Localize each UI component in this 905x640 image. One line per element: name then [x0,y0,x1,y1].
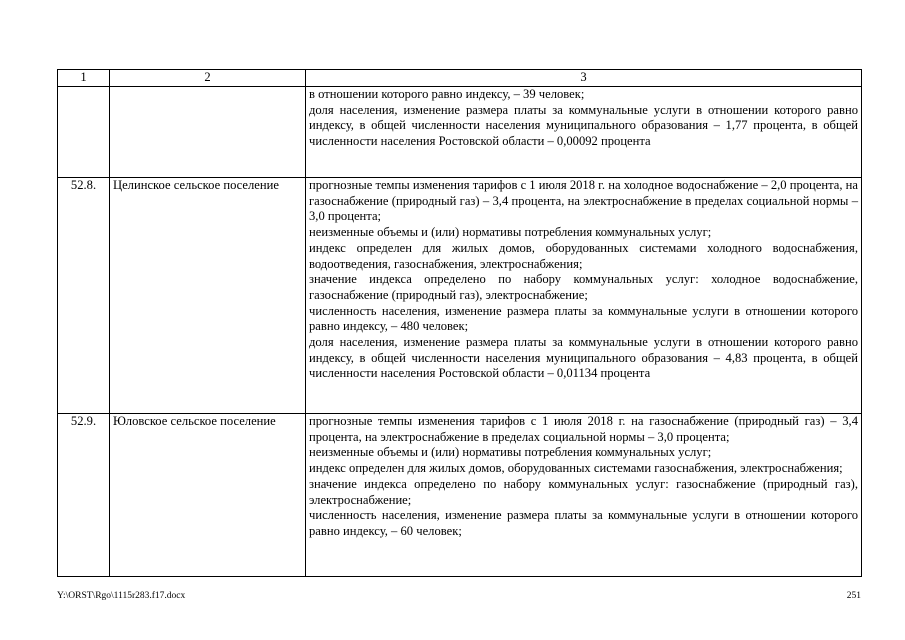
description-paragraph: индекс определен для жилых домов, оборудованных системами холодного водоснабжения, водоотведения, газоснабжения, электроснабжения; [309,240,858,271]
header-col-3: 3 [306,70,862,87]
page-footer [57,591,861,601]
settlement-name: Юловское сельское поселение [110,414,306,577]
document-table [57,69,862,577]
row-number: 52.9. [58,414,110,577]
row-number [58,87,110,178]
header-col-1: 1 [58,70,110,87]
table-row [58,87,862,178]
description-paragraph: прогнозные темпы изменения тарифов с 1 июля 2018 г. на холодное водоснабжение – 2,0 процента, на газоснабжение (природный газ) – 3,4 процента, на электроснабжение в пределах социальной нормы – 3,0 процента; [309,178,858,224]
page-number: 251 [846,591,861,601]
settlement-name [110,87,306,178]
description-paragraph: в отношении которого равно индексу, – 39 человек; [309,87,585,101]
description-paragraph: значение индекса определено по набору коммунальных услуг: газоснабжение (природный газ), электроснабжение; [309,476,858,507]
description-paragraph: численность населения, изменение размера платы за коммунальные услуги в отношении которого равно индексу, – 60 человек; [309,508,858,538]
description-paragraph: доля населения, изменение размера платы за коммунальные услуги в отношении которого равно индексу, в общей численности населения муниципального образования – 1,77 процента, в общей численности населения Ростовской области – 0,00092 процента [309,102,858,149]
row-description [306,87,862,178]
description-paragraph: прогнозные темпы изменения тарифов с 1 июля 2018 г. на газоснабжение (природный газ) – 3,4 процента, на электроснабжение в пределах социальной нормы – 3,0 процента; [309,414,858,444]
description-paragraph: неизменные объемы и (или) нормативы потребления коммунальных услуг; [309,445,712,460]
settlement-name: Целинское сельское поселение [110,178,306,414]
row-number: 52.8. [58,178,110,414]
description-paragraph: значение индекса определено по набору коммунальных услуг: холодное водоснабжение, газоснабжение (природный газ), электроснабжение; [309,272,858,302]
table-row [58,178,862,414]
row-description [306,414,862,577]
table-row [58,414,862,577]
description-paragraph: численность населения, изменение размера платы за коммунальные услуги в отношении которого равно индексу, – 480 человек; [309,303,858,334]
description-paragraph: индекс определен для жилых домов, оборудованных системами газоснабжения, электроснабжения; [309,461,843,476]
description-paragraph: доля населения, изменение размера платы за коммунальные услуги в отношении которого равно индексу, в общей численности населения муниципального образования – 4,83 процента, в общей численности населения Ростовской области – 0,01134 процента [309,335,858,381]
description-paragraph: неизменные объемы и (или) нормативы потребления коммунальных услуг; [309,225,712,240]
header-col-2: 2 [110,70,306,87]
table-header-row [58,70,862,87]
file-path: Y:\ORST\Rgo\1115r283.f17.docx [57,591,186,601]
row-description [306,178,862,414]
